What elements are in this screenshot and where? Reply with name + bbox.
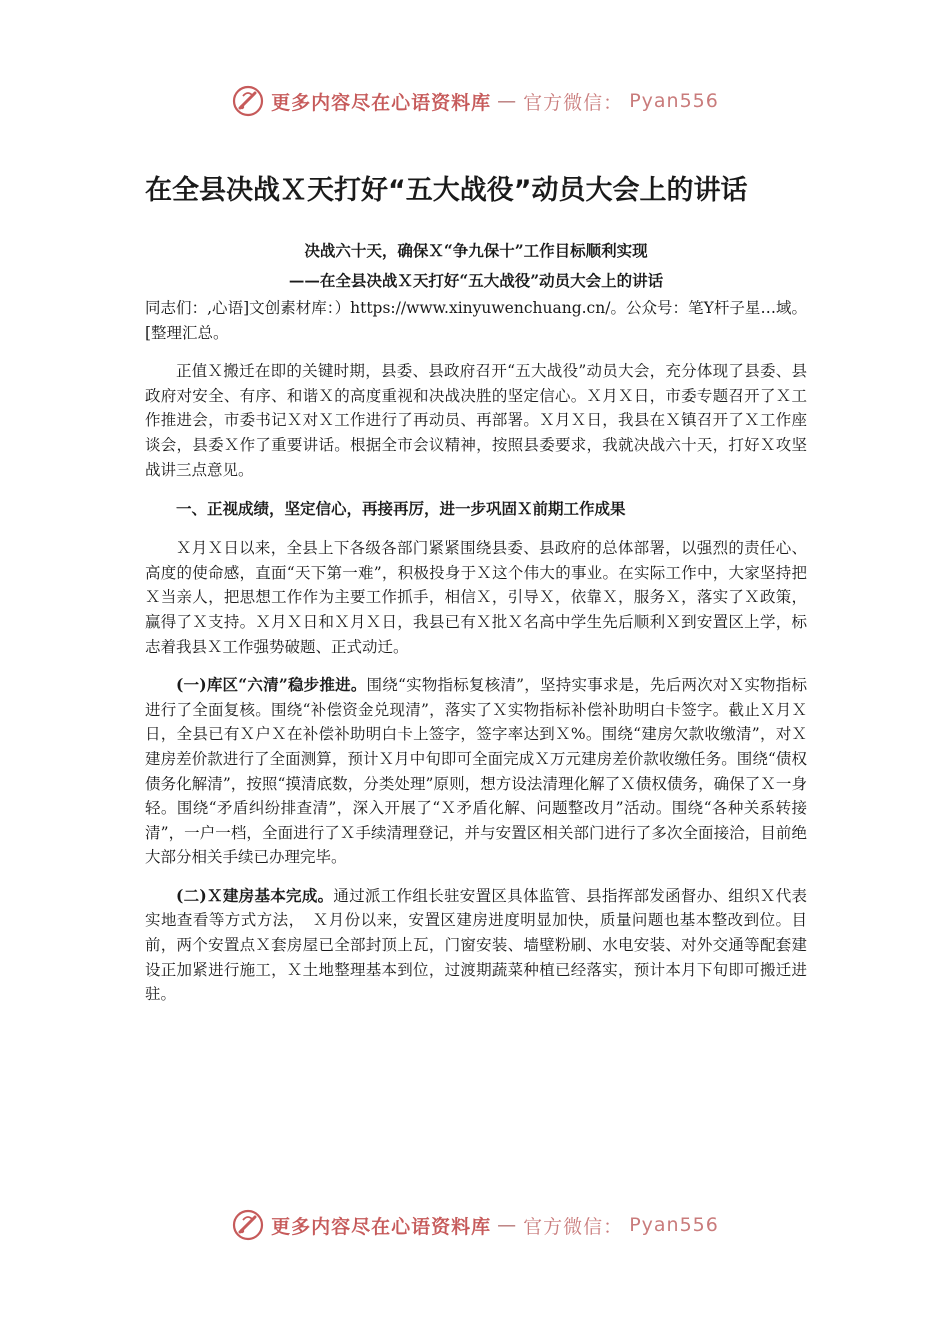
intro-paragraph: 正值Ｘ搬迁在即的关键时期，县委、县政府召开“五大战役”动员大会，充分体现了县委、县政府对安全、有序、和谐Ｘ的高度重视和决战决胜的坚定信心。Ｘ月Ｘ日，市委专题召开了Ｘ工作推进会，市委书记Ｘ对Ｘ工作进行了再动员、再部署。Ｘ月Ｘ日，我县在Ｘ镇召开了Ｘ工作座谈会，县委Ｘ作了重要讲话。根据全市会议精神，按照县委要求，我就决战六十天，打好Ｘ攻坚战讲三点意见。	[145, 362, 807, 479]
greeting-paragraph: 同志们：,心语]文创素材库：）https://www.xinyuwenchuang.cn/。公众号：笔Y杆子星…域。[整理汇总。	[145, 299, 807, 342]
subsection-1-text: 围绕“实物指标复核清”，坚持实事求是，先后两次对Ｘ实物指标进行了全面复核。围绕“补偿资金兑现清”，落实了Ｘ实物指标补偿补助明白卡签字。截止Ｘ月Ｘ日，全县已有Ｘ户Ｘ在补偿补助明白卡上签字，签字率达到Ｘ%。围绕“建房欠款收缴清”，对Ｘ建房差价款进行了全面测算，预计Ｘ月中旬即可全面完成Ｘ万元建房差价款收缴任务。围绕“债权债务化解清”，按照“摸清底数，分类处理”原则，想方设法清理化解了Ｘ债权债务，确保了Ｘ一身轻。围绕“矛盾纠纷排查清”，深入开展了“Ｘ矛盾化解、问题整改月”活动。围绕“各种关系转接清”，一户一档，全面进行了Ｘ手续清理登记，并与安置区相关部门进行了多次全面接洽，目前绝大部分相关手续已办理完毕。	[145, 676, 807, 867]
subsection-2-paragraph	[145, 884, 807, 1007]
subsection-1-paragraph	[145, 673, 807, 870]
watermark-wechat-id: Pyan556	[629, 90, 719, 112]
watermark-separator: —	[497, 1214, 518, 1236]
logo-icon	[231, 1208, 265, 1242]
watermark-wechat-label: 官方微信：	[523, 1215, 624, 1238]
watermark-wechat-id: Pyan556	[629, 1214, 719, 1236]
watermark-header	[0, 84, 950, 118]
subsection-1-lead: (一)库区“六清”稳步推进。	[176, 675, 367, 695]
subtitle-line-1: 决战六十天，确保Ｘ“争九保十”工作目标顺利实现	[304, 241, 648, 260]
logo-icon	[231, 84, 265, 118]
watermark-brand: 更多内容尽在心语资料库	[271, 1215, 492, 1238]
subsection-2-text: 通过派工作组长驻安置区具体监管、县指挥部发函督办、组织Ｘ代表实地查看等方式方法， Ｘ月份以来，安置区建房进度明显加快，质量问题也基本整改到位。目前，两个安置点Ｘ套房屋已全部封顶上瓦，门窗安装、墙壁粉刷、水电安装、对外交通等配套建设正加紧进行施工，Ｘ土地整理基本到位，过渡期蔬菜种植已经落实，预计本月下旬即可搬迁进驻。	[145, 886, 807, 1004]
document-body	[145, 168, 807, 1007]
page-title: 在全县决战Ｘ天打好“五大战役”动员大会上的讲话	[145, 175, 748, 206]
section-heading-1: 一、正视成绩，坚定信心，再接再厉，进一步巩固Ｘ前期工作成果	[176, 499, 626, 519]
watermark-footer	[0, 1208, 950, 1242]
subsection-2-lead: (二)Ｘ建房基本完成。	[176, 885, 334, 905]
subtitle-line-2: ——在全县决战Ｘ天打好“五大战役”动员大会上的讲话	[288, 271, 664, 290]
section-1-paragraph: Ｘ月Ｘ日以来，全县上下各级各部门紧紧围绕县委、县政府的总体部署，以强烈的责任心、高度的使命感，直面“天下第一难”，积极投身于Ｘ这个伟大的事业。在实际工作中，大家坚持把Ｘ当亲人，把思想工作作为主要工作抓手，相信Ｘ，引导Ｘ，依靠Ｘ，服务Ｘ，落实了Ｘ政策，赢得了Ｘ支持。Ｘ月Ｘ日和Ｘ月Ｘ日，我县已有Ｘ批Ｘ名高中学生先后顺利Ｘ到安置区上学，标志着我县Ｘ工作强势破题、正式动迁。	[145, 539, 807, 656]
watermark-separator: —	[497, 90, 518, 112]
watermark-brand: 更多内容尽在心语资料库	[271, 91, 492, 114]
watermark-wechat-label: 官方微信：	[523, 91, 624, 114]
